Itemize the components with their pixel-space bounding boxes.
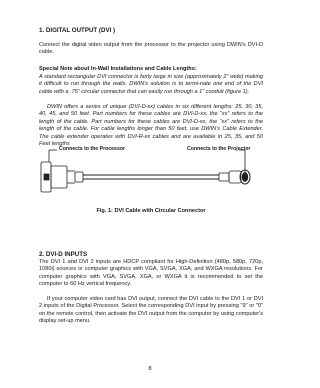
section2-paragraph-2: If your computer video card has DVI output, connect the DVI cable to the DVI 1 or DVI 2 inputs of the Digital Processor. Select the corresponding DVI input by pressing "9" or "0" on the remote control, then activate the DVI output from the computer by using computer's display set-up menu.	[39, 296, 263, 325]
section2-heading: 2. DVI-D INPUTS	[39, 251, 88, 258]
section1-heading: 1. DIGITAL OUTPUT (DVI )	[39, 27, 116, 34]
section2-paragraph-1: The DVI 1 and DVI 2 inputs are HDCP compliant for High-Definition (480p, 580p, 720p, 1080i) sources or computer graphics with VGA, SVGA, XGA, and WXGA resolutions. For computer graphics with VGA, SVGA, XGA, or WXGA it is recommended to set the computer to 60 Hz vertical frequency.	[39, 259, 263, 288]
figure-caption: Fig. 1: DVI Cable with Circular Connector	[96, 208, 206, 214]
dvi-cable-drawing	[39, 146, 261, 196]
special-note-text: A standard rectangular DVI connector is fairly large in size (approximately 2” wide) making it difficult to run through the walls. DWIN’s solution is to termi-nate one end of the DVI cable with a .75” circular connector that can easily run through a 1” conduit (figure 1).	[39, 74, 263, 95]
label-connects-projector: Connects to the Projector	[187, 146, 251, 152]
special-note-heading: Special Note about In-Wall Installations and Cable Lengths:	[39, 66, 197, 72]
cable-lengths-text: DWIN offers a series of unique (DVI-D-xx) cables in six different lengths: 25, 30, 35, 40, 45, and 50 feet. Part numbers for these cables are DVI-D-xx, the “xx” refers to the length of the cable. Part numbers for these cables are DVI-D-xx, the “xx” refers to the length of the cable. For cable lengths longer than 50 feet, use DWIN’s Cable Extender. The cable extender operates with DVI-R-xx cables and are available in 25, 35, and 50 Feet lengths	[39, 104, 263, 148]
page-number: 8	[148, 366, 152, 372]
section1-intro: Connect the digital video output from the processor to the projector using DWIN’s DVI-D cable.	[39, 42, 263, 56]
dvi-cable-figure	[39, 146, 261, 196]
label-connects-processor: Connects to the Processor	[59, 146, 126, 152]
